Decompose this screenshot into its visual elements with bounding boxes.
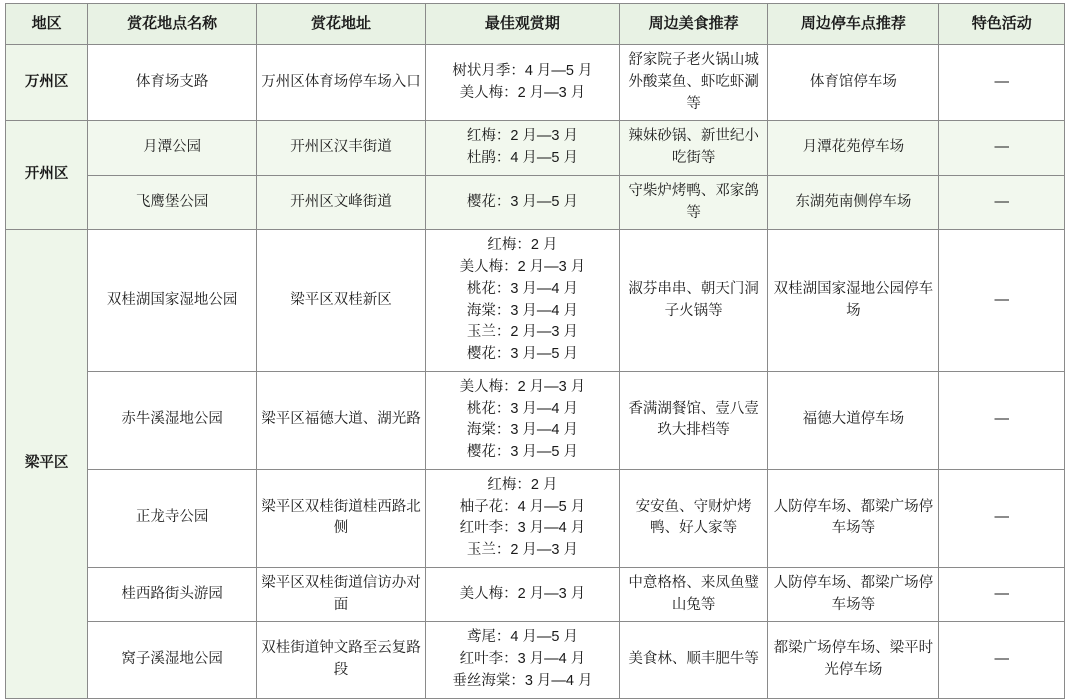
best-period-cell <box>425 371 619 469</box>
period-line: 红叶李：3 月—4 月 <box>459 520 586 537</box>
column-header-address: 赏花地址 <box>257 4 426 45</box>
period-line: 桃花：3 月—4 月 <box>466 400 579 417</box>
activity-cell: — <box>939 469 1065 567</box>
period-line: 玉兰：2 月—3 月 <box>466 324 579 341</box>
address-cell: 梁平区双桂街道桂西路北侧 <box>257 469 426 567</box>
parking-cell: 月潭花苑停车场 <box>768 121 939 176</box>
address-cell: 双桂街道钟文路至云复路段 <box>257 622 426 698</box>
document-page <box>0 3 1077 689</box>
address-cell: 开州区汉丰街道 <box>257 121 426 176</box>
parking-cell: 双桂湖国家湿地公园停车场 <box>768 230 939 372</box>
parking-cell: 体育馆停车场 <box>768 45 939 121</box>
food-cell: 辣妹砂锅、新世纪小吃街等 <box>619 121 767 176</box>
table-row <box>6 230 1065 372</box>
column-header-region: 地区 <box>6 4 88 45</box>
period-line: 红叶李：3 月—4 月 <box>459 651 586 667</box>
period-line: 樱花：3 月—5 月 <box>466 444 579 460</box>
parking-cell: 福德大道停车场 <box>768 371 939 469</box>
spot-name-cell: 双桂湖国家湿地公园 <box>88 230 257 372</box>
parking-cell: 东湖苑南侧停车场 <box>768 175 939 230</box>
activity-cell: — <box>939 45 1065 121</box>
column-header-parking: 周边停车点推荐 <box>768 4 939 45</box>
address-cell: 万州区体育场停车场入口 <box>257 45 426 121</box>
food-cell: 淑芬串串、朝天门洞子火锅等 <box>619 230 767 372</box>
period-line: 美人梅：2 月—3 月 <box>459 84 586 101</box>
best-period-cell <box>425 469 619 567</box>
period-line: 玉兰：2 月—3 月 <box>466 542 579 558</box>
table-header <box>6 4 1065 45</box>
address-cell: 梁平区双桂街道信访办对面 <box>257 567 426 622</box>
table-row <box>6 45 1065 121</box>
table-row <box>6 371 1065 469</box>
table-body <box>6 45 1065 699</box>
spot-name-cell: 正龙寺公园 <box>88 469 257 567</box>
spot-name-cell: 桂西路街头游园 <box>88 567 257 622</box>
activity-cell: — <box>939 121 1065 176</box>
period-line: 红梅：2 月 <box>487 237 558 254</box>
parking-cell: 人防停车场、都梁广场停车场等 <box>768 469 939 567</box>
food-cell: 舒家院子老火锅山城外酸菜鱼、虾吃虾涮等 <box>619 45 767 121</box>
period-line: 红梅：2 月—3 月 <box>466 128 579 145</box>
table-row <box>6 622 1065 698</box>
period-line: 桃花：3 月—4 月 <box>466 280 579 297</box>
column-header-food: 周边美食推荐 <box>619 4 767 45</box>
activity-cell: — <box>939 371 1065 469</box>
spot-name-cell: 飞鹰堡公园 <box>88 175 257 230</box>
parking-cell: 都梁广场停车场、梁平时光停车场 <box>768 622 939 698</box>
region-cell: 梁平区 <box>6 230 88 698</box>
table-row <box>6 469 1065 567</box>
period-line: 柚子花：4 月—5 月 <box>459 498 586 515</box>
period-line: 红梅：2 月 <box>487 476 558 493</box>
activity-cell: — <box>939 622 1065 698</box>
activity-cell: — <box>939 175 1065 230</box>
spot-name-cell: 体育场支路 <box>88 45 257 121</box>
period-line: 美人梅：2 月—3 月 <box>459 378 586 395</box>
period-line: 樱花：3 月—5 月 <box>466 346 579 362</box>
region-cell: 万州区 <box>6 45 88 121</box>
food-cell: 香满湖餐馆、壹八壹玖大排档等 <box>619 371 767 469</box>
best-period-cell <box>425 175 619 230</box>
best-period-cell <box>425 121 619 176</box>
best-period-cell <box>425 230 619 372</box>
parking-cell: 人防停车场、都梁广场停车场等 <box>768 567 939 622</box>
address-cell: 梁平区双桂新区 <box>257 230 426 372</box>
best-period-cell <box>425 567 619 622</box>
period-line: 海棠：3 月—4 月 <box>466 302 579 319</box>
table-header-row <box>6 4 1065 45</box>
period-line: 海棠：3 月—4 月 <box>466 422 579 439</box>
food-cell: 守柴炉烤鸭、邓家鸽等 <box>619 175 767 230</box>
table-row <box>6 567 1065 622</box>
table-row <box>6 121 1065 176</box>
period-line: 美人梅：2 月—3 月 <box>459 585 586 602</box>
activity-cell: — <box>939 567 1065 622</box>
spot-name-cell: 赤牛溪湿地公园 <box>88 371 257 469</box>
flower-viewing-table <box>5 3 1065 699</box>
region-cell: 开州区 <box>6 121 88 230</box>
period-line: 垂丝海棠：3 月—4 月 <box>452 672 593 689</box>
column-header-activity: 特色活动 <box>939 4 1065 45</box>
period-line: 樱花：3 月—5 月 <box>466 193 579 210</box>
food-cell: 中意格格、来凤鱼璧山兔等 <box>619 567 767 622</box>
period-line: 杜鹃：4 月—5 月 <box>466 150 579 166</box>
table-row <box>6 175 1065 230</box>
food-cell: 安安鱼、守财炉烤鸭、好人家等 <box>619 469 767 567</box>
column-header-best-period: 最佳观赏期 <box>425 4 619 45</box>
period-line: 树状月季：4 月—5 月 <box>452 62 593 79</box>
column-header-spot-name: 赏花地点名称 <box>88 4 257 45</box>
spot-name-cell: 窝子溪湿地公园 <box>88 622 257 698</box>
period-line: 鸢尾：4 月—5 月 <box>466 629 579 646</box>
spot-name-cell: 月潭公园 <box>88 121 257 176</box>
food-cell: 美食林、顺丰肥牛等 <box>619 622 767 698</box>
address-cell: 开州区文峰街道 <box>257 175 426 230</box>
period-line: 美人梅：2 月—3 月 <box>459 259 586 275</box>
activity-cell: — <box>939 230 1065 372</box>
best-period-cell <box>425 45 619 121</box>
best-period-cell <box>425 622 619 698</box>
address-cell: 梁平区福德大道、湖光路 <box>257 371 426 469</box>
